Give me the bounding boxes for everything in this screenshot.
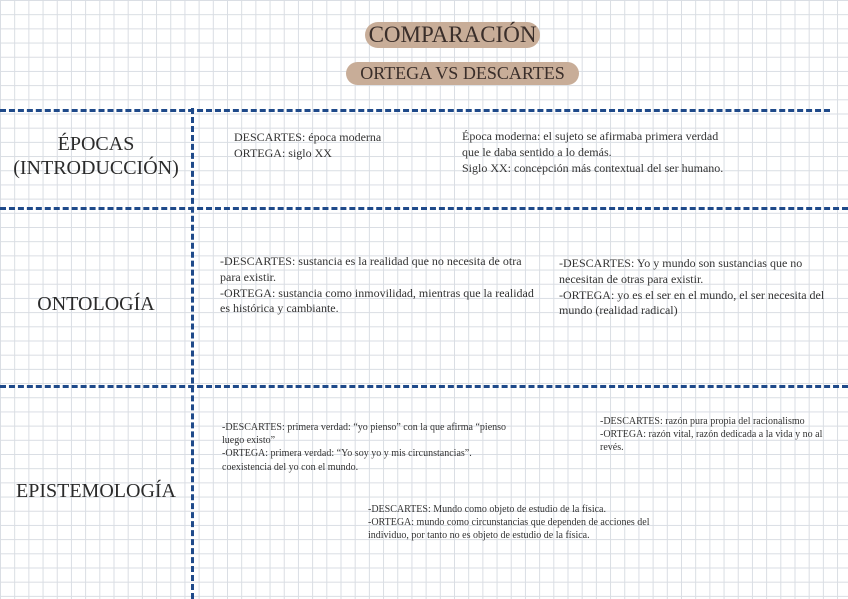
note-line: -ORTEGA: yo es el ser en el mundo, el ser necesita del [559,287,825,302]
ontologia-note-yo-mundo [559,256,824,319]
note-line: DESCARTES: época moderna [234,130,382,144]
note-line: -DESCARTES: Yo y mundo son sustancias que no [559,256,803,270]
epistemologia-note-razon [600,415,822,455]
note-line: -ORTEGA: mundo como circunstancias que dependen de acciones del [368,517,650,529]
epistemologia-note-mundo [368,503,650,543]
note-line: revés. [600,442,624,454]
row-label-line: ÉPOCAS [57,133,135,155]
row-divider-top [0,109,830,112]
note-line: -DESCARTES: primera verdad: “yo pienso” con la que afirma “pienso [222,422,507,433]
row-label-line: EPISTEMOLOGÍA [16,480,176,502]
note-line: Siglo XX: concepción más contextual del ser humano. [462,160,724,175]
note-line: ORTEGA: siglo XX [234,145,332,160]
note-line: necesitan de otras para existir. [559,271,704,286]
note-line: -ORTEGA: primera verdad: “Yo soy yo y mis circunstancias”. [222,448,472,460]
row-label-line: ONTOLOGÍA [37,293,155,315]
row-divider-2 [0,385,848,388]
page-subtitle: ORTEGA VS DESCARTES [346,62,579,85]
epocas-note-figures [234,130,381,162]
row-label-ontologia [0,292,192,316]
column-divider [191,108,194,599]
note-line: -DESCARTES: sustancia es la realidad que no necesita de otra [220,254,522,268]
row-divider-1 [0,207,848,210]
note-line: -DESCARTES: Mundo como objeto de estudio de la física. [368,504,606,515]
row-label-epistemologia [0,479,192,503]
ontologia-note-sustancia [220,254,534,317]
note-line: para existir. [220,269,276,284]
note-line: coexistencia del yo con el mundo. [222,461,359,473]
epistemologia-note-primera-verdad [222,421,506,474]
note-line: es histórica y cambiante. [220,301,339,316]
epocas-note-context [462,129,723,176]
note-line: -ORTEGA: sustancia como inmovilidad, mientras que la realidad [220,285,534,300]
row-label-line: (INTRODUCCIÓN) [13,157,179,179]
note-line: Época moderna: el sujeto se afirmaba primera verdad [462,129,719,143]
note-line: -DESCARTES: razón pura propia del racionalismo [600,416,805,427]
note-line: mundo (realidad radical) [559,303,678,318]
note-line: individuo, por tanto no es objeto de estudio de la física. [368,530,590,542]
note-line: que le daba sentido a lo demás. [462,144,612,159]
note-line: luego existo” [222,435,276,447]
note-line: -ORTEGA: razón vital, razón dedicada a la vida y no al [600,429,823,441]
page-title: COMPARACIÓN [365,22,540,48]
row-label-epocas [0,132,192,180]
